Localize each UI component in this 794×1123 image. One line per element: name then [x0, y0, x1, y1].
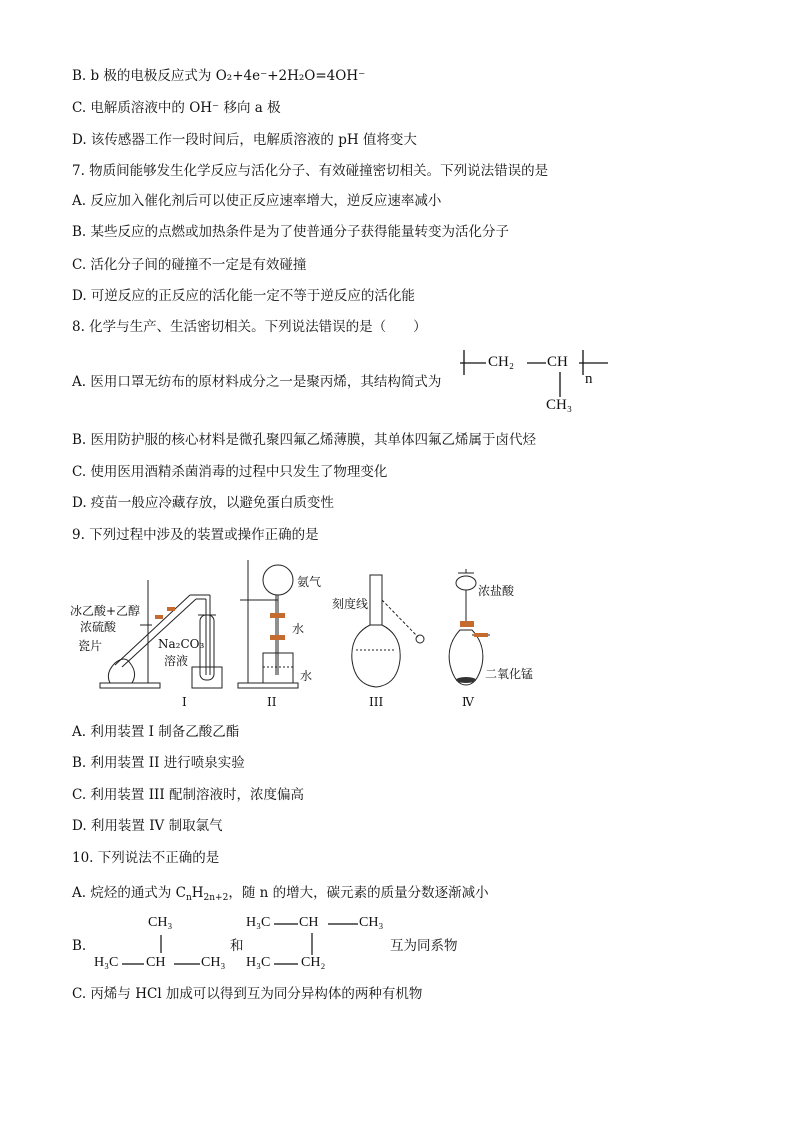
label-IV-hcl: 浓盐酸	[478, 584, 515, 598]
mol2-h3c-bottom: H₃C	[246, 955, 271, 970]
question-10-option-b-and: 和	[230, 938, 244, 954]
label-I-reagents: 冰乙酸+乙醇	[70, 604, 141, 618]
question-8-option-d: D. 疫苗一般应冷藏存放，以避免蛋白质变性	[72, 495, 334, 511]
question-9-option-d: D. 利用装置 IV 制取氯气	[72, 818, 223, 834]
label-I-chips: 瓷片	[78, 639, 103, 653]
question-10-option-b-end: 互为同系物	[390, 938, 458, 954]
q10a-prefix: A. 烷烃的通式为 C	[72, 885, 186, 901]
mol1-ch: CH	[146, 955, 166, 970]
label-I-solution: 溶液	[164, 654, 189, 668]
question-7-option-a: A. 反应加入催化剂后可以使正反应速率增大，逆反应速率减小	[72, 193, 442, 209]
label-II-water-top: 水	[292, 622, 305, 636]
mol2-ch3: CH₃	[359, 915, 384, 930]
polymer-ch3: CH₃	[546, 397, 573, 413]
label-II-water-bottom: 水	[300, 669, 313, 683]
mol2-ch: CH	[299, 915, 319, 930]
q10a-sub-2n2: 2n+2	[203, 893, 229, 903]
label-III-mark: 刻度线	[332, 597, 369, 611]
q10a-suffix: ，随 n 的增大，碳元素的质量分数逐渐减小	[228, 885, 489, 901]
polymer-ch2: CH₂	[488, 354, 515, 370]
q10a-sub-n: n	[185, 893, 192, 903]
question-10-option-c: C. 丙烯与 HCl 加成可以得到互为同分异构体的两种有机物	[72, 986, 423, 1002]
label-I-na2co3: Na₂CO₃	[158, 637, 205, 651]
label-IV-mno2: 二氧化锰	[485, 667, 534, 681]
label-IV-number: Ⅳ	[462, 695, 474, 709]
apparatus-figure	[70, 555, 570, 715]
question-9-option-b: B. 利用装置 II 进行喷泉实验	[72, 755, 245, 771]
methylbutane-structure	[246, 915, 396, 975]
question-7-option-c: C. 活化分子间的碰撞不一定是有效碰撞	[72, 257, 307, 273]
option-b-line: B. b 极的电极反应式为 O₂+4e⁻+2H₂O=4OH⁻	[72, 68, 366, 84]
mol1-h3c: H₃C	[94, 955, 119, 970]
question-8-option-c: C. 使用医用酒精杀菌消毒的过程中只发生了物理变化	[72, 464, 388, 480]
polypropylene-structure	[460, 345, 610, 420]
label-II-ammonia: 氨气	[297, 575, 322, 589]
isobutane-structure	[94, 915, 234, 975]
label-I-acid: 浓硫酸	[80, 620, 117, 634]
option-c-line: C. 电解质溶液中的 OH⁻ 移向 a 极	[72, 100, 281, 116]
label-II-number: II	[267, 695, 277, 709]
question-9: 9. 下列过程中涉及的装置或操作正确的是	[72, 527, 319, 543]
question-9-option-c: C. 利用装置 III 配制溶液时，浓度偏高	[72, 787, 305, 803]
question-8: 8. 化学与生产、生活密切相关。下列说法错误的是（ ）	[72, 319, 427, 335]
mol2-ch2: CH₂	[301, 955, 326, 970]
question-7-option-d: D. 可逆反应的正反应的活化能一定不等于逆反应的活化能	[72, 288, 415, 304]
question-8-option-b: B. 医用防护服的核心材料是微孔聚四氟乙烯薄膜，其单体四氟乙烯属于卤代烃	[72, 432, 537, 448]
polymer-n: n	[585, 371, 593, 387]
option-d-line: D. 该传感器工作一段时间后，电解质溶液的 pH 值将变大	[72, 132, 417, 148]
question-10-option-a	[72, 884, 489, 907]
question-7: 7. 物质间能够发生化学反应与活化分子、有效碰撞密切相关。下列说法错误的是	[72, 163, 549, 179]
mol1-right-ch3: CH₃	[201, 955, 226, 970]
question-9-option-a: A. 利用装置 I 制备乙酸乙酯	[72, 724, 240, 740]
mol1-top-ch3: CH₃	[148, 915, 173, 930]
question-8-option-a: A. 医用口罩无纺布的原材料成分之一是聚丙烯，其结构简式为	[72, 374, 442, 390]
label-III-number: III	[369, 695, 384, 709]
label-I-number: I	[182, 695, 187, 709]
question-7-option-b: B. 某些反应的点燃或加热条件是为了使普通分子获得能量转变为活化分子	[72, 224, 510, 240]
question-10-option-b-label: B.	[72, 938, 87, 954]
q10a-h: H	[191, 885, 204, 901]
question-10: 10. 下列说法不正确的是	[72, 850, 220, 866]
mol2-h3c-top: H₃C	[246, 915, 271, 930]
polymer-ch: CH	[547, 354, 568, 370]
